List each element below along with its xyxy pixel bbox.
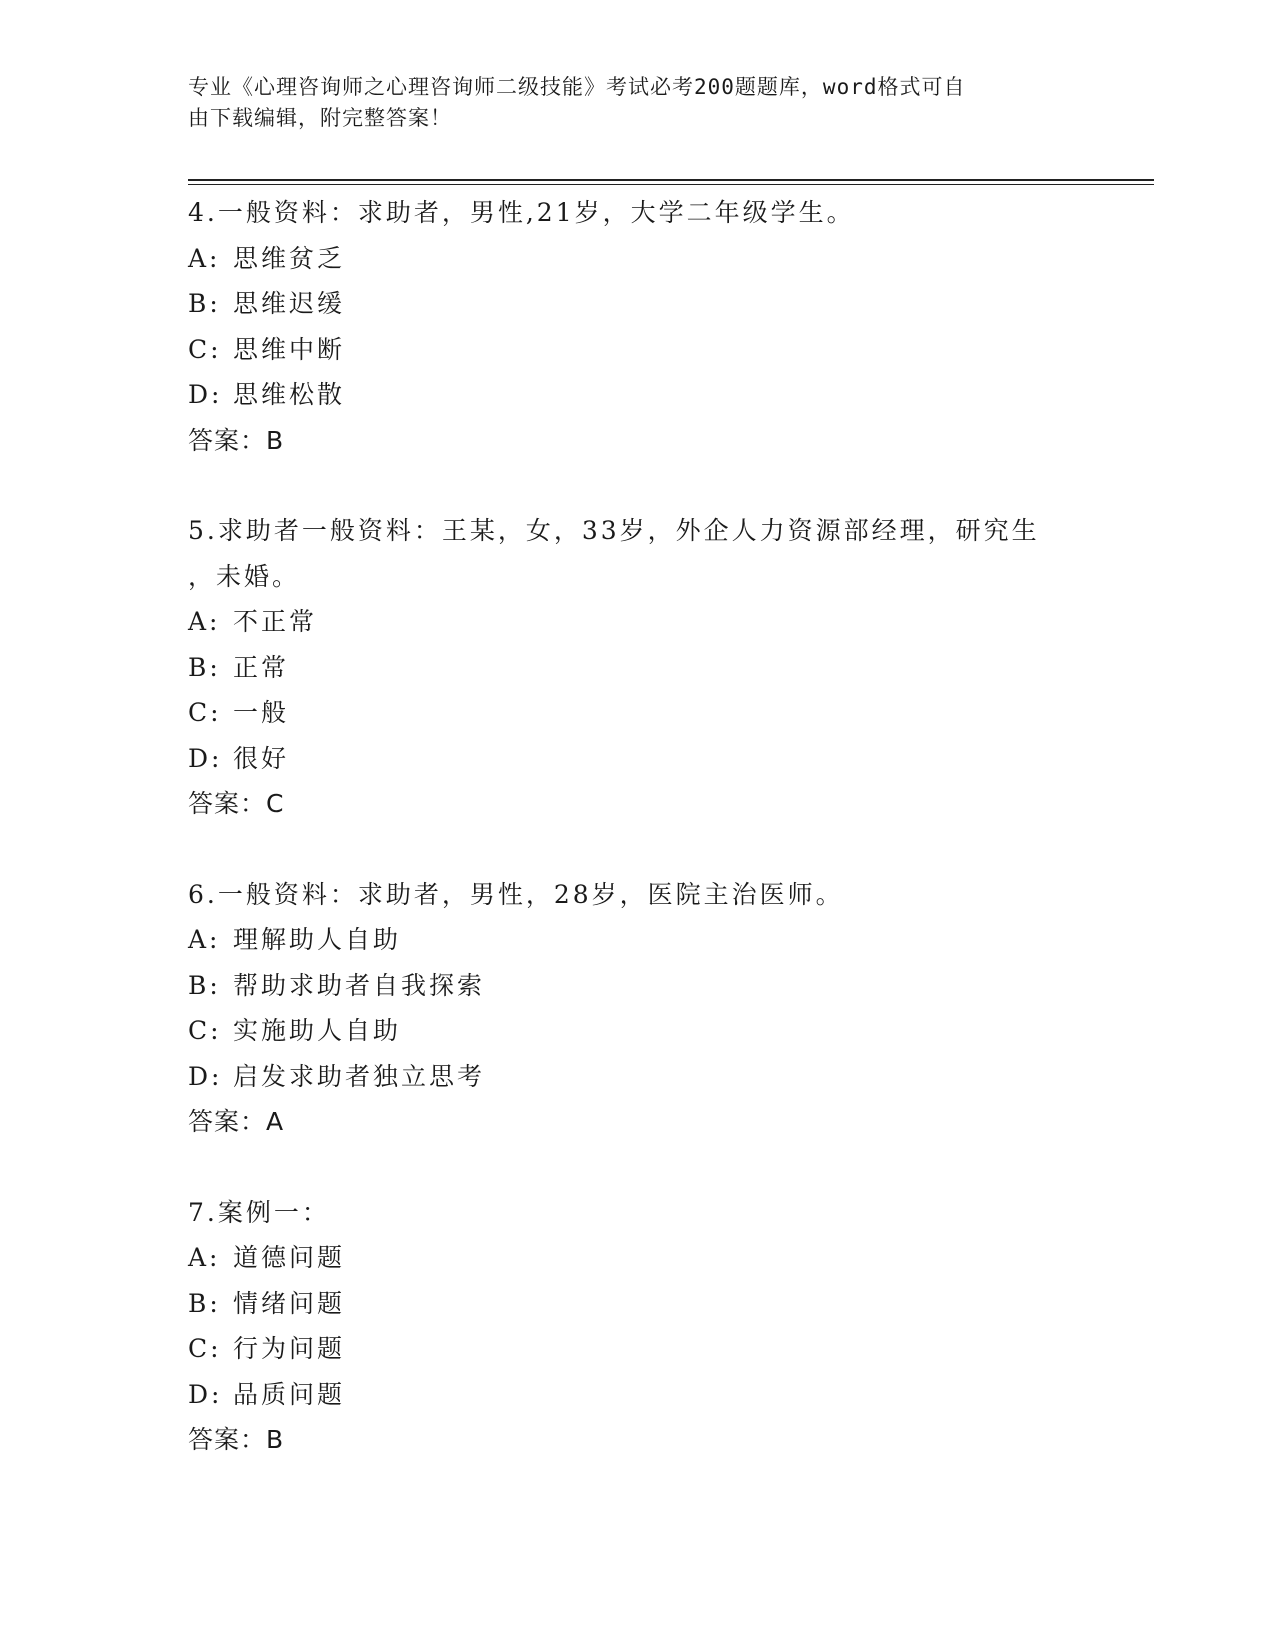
option-text: 情绪问题 [233, 1288, 346, 1318]
answer-line: 答案：B [188, 425, 285, 455]
option-text: 道德问题 [233, 1243, 346, 1272]
answer-line: 答案：C [188, 789, 285, 818]
option-b [188, 963, 1088, 1009]
answer-line: 答案：B [188, 1425, 285, 1454]
option-text: 帮助求助者自我探索 [233, 970, 486, 1000]
option-b [188, 281, 1088, 327]
option-text: 思维松散 [233, 380, 346, 409]
option-a [188, 1235, 1088, 1281]
question-6 [188, 872, 1088, 1145]
option-letter: C: [188, 698, 222, 727]
option-c [188, 1008, 1088, 1054]
question-stem: 4.一般资料：求助者，男性,21岁，大学二年级学生。 [188, 198, 855, 227]
option-text: 思维贫乏 [233, 243, 346, 273]
option-c [188, 690, 1088, 736]
option-letter: D: [188, 743, 223, 773]
option-letter: B: [188, 289, 221, 318]
question-5 [188, 508, 1088, 827]
option-text: 思维迟缓 [233, 289, 346, 318]
option-d [188, 372, 1088, 418]
option-a [188, 917, 1088, 963]
question-stem-continued: ，未婚。 [188, 561, 301, 591]
option-text: 一般 [233, 698, 290, 727]
option-a [188, 599, 1088, 645]
option-text: 理解助人自助 [233, 925, 402, 954]
option-text: 思维中断 [233, 334, 346, 364]
option-letter: D: [188, 1379, 223, 1409]
option-letter: A: [188, 607, 221, 636]
option-d [188, 736, 1088, 782]
option-text: 品质问题 [233, 1379, 346, 1409]
option-letter: C: [188, 1334, 222, 1363]
option-d [188, 1054, 1088, 1100]
question-7 [188, 1190, 1088, 1463]
option-b [188, 645, 1088, 691]
option-letter: C: [188, 1016, 222, 1045]
question-stem: 5.求助者一般资料：王某，女，33岁，外企人力资源部经理，研究生 [188, 516, 1040, 545]
header-line-2: 由下载编辑，附完整答案！ [188, 106, 452, 130]
option-letter: A: [188, 243, 221, 273]
option-letter: B: [188, 652, 221, 682]
question-stem: 7.案例一： [188, 1197, 330, 1227]
option-text: 行为问题 [233, 1334, 346, 1363]
question-list [188, 190, 1088, 1508]
question-4 [188, 190, 1088, 463]
option-letter: C: [188, 334, 222, 364]
question-stem: 6.一般资料：求助者，男性，28岁，医院主治医师。 [188, 879, 844, 909]
option-letter: B: [188, 970, 221, 1000]
option-text: 不正常 [233, 607, 318, 636]
option-text: 启发求助者独立思考 [233, 1061, 486, 1091]
document-header [188, 72, 1078, 134]
option-letter: D: [188, 1061, 223, 1091]
option-letter: A: [188, 925, 221, 954]
answer-line: 答案：A [188, 1107, 285, 1136]
option-c [188, 327, 1088, 373]
option-text: 正常 [233, 652, 290, 682]
option-text: 实施助人自助 [233, 1016, 402, 1045]
header-line-1: 专业《心理咨询师之心理咨询师二级技能》考试必考200题题库，word格式可自 [188, 75, 966, 99]
option-letter: D: [188, 380, 223, 409]
option-letter: B: [188, 1288, 221, 1318]
option-b [188, 1281, 1088, 1327]
option-d [188, 1372, 1088, 1418]
option-a [188, 236, 1088, 282]
option-letter: A: [188, 1243, 221, 1272]
option-c [188, 1326, 1088, 1372]
option-text: 很好 [233, 743, 290, 773]
header-divider [188, 179, 1154, 185]
